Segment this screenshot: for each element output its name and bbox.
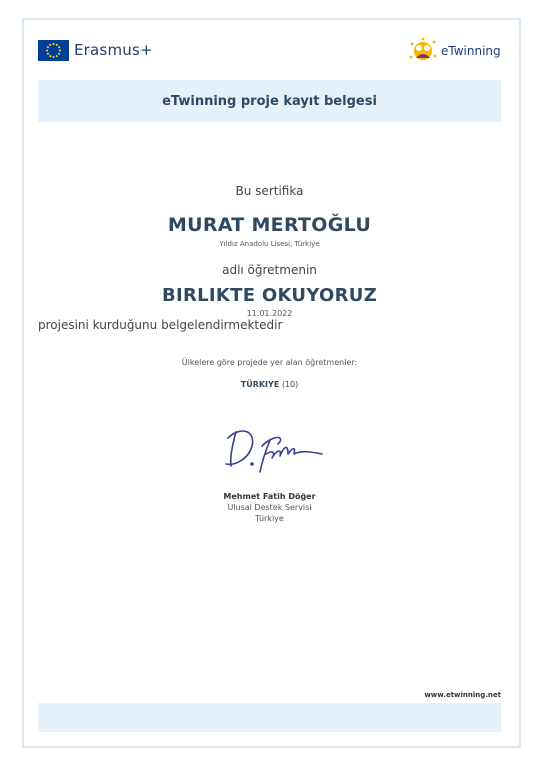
project-name: BIRLIKTE OKUYORUZ (161, 285, 378, 306)
country-count: (10) (281, 380, 299, 389)
countries-heading: Ülkelere göre projede yer alan öğretmenler: (181, 358, 358, 367)
country-name: TÜRKIYE (240, 380, 280, 389)
website-link[interactable]: www.etwinning.net (424, 691, 501, 699)
erasmus-logo (38, 38, 153, 62)
etwinning-icon (408, 36, 438, 66)
bottom-band (38, 703, 501, 732)
document-title: eTwinning proje kayıt belgesi (162, 93, 377, 109)
signatory-country: Türkiye (255, 514, 284, 523)
signatory-role: Ulusal Destek Servisi (227, 503, 312, 512)
certificate-intro: Bu sertifika (235, 184, 304, 198)
title-band (38, 80, 501, 122)
signature-image (222, 424, 326, 476)
signatory-name: Mehmet Fatih Döğer (223, 492, 316, 501)
project-date: 11.01.2022 (246, 309, 293, 318)
eu-flag-icon (38, 40, 69, 61)
teacher-school: Yıldız Anadolu Lisesi, Türkiye (219, 240, 320, 248)
etwinning-label: eTwinning (441, 44, 501, 58)
etwinning-logo (408, 36, 501, 66)
country-line (38, 380, 501, 389)
teacher-name: MURAT MERTOĞLU (167, 214, 372, 236)
erasmus-label: Erasmus+ (74, 41, 153, 59)
teacher-suffix: adlı öğretmenin (222, 263, 317, 277)
founded-text: projesini kurduğunu belgelendirmektedir (38, 318, 283, 332)
